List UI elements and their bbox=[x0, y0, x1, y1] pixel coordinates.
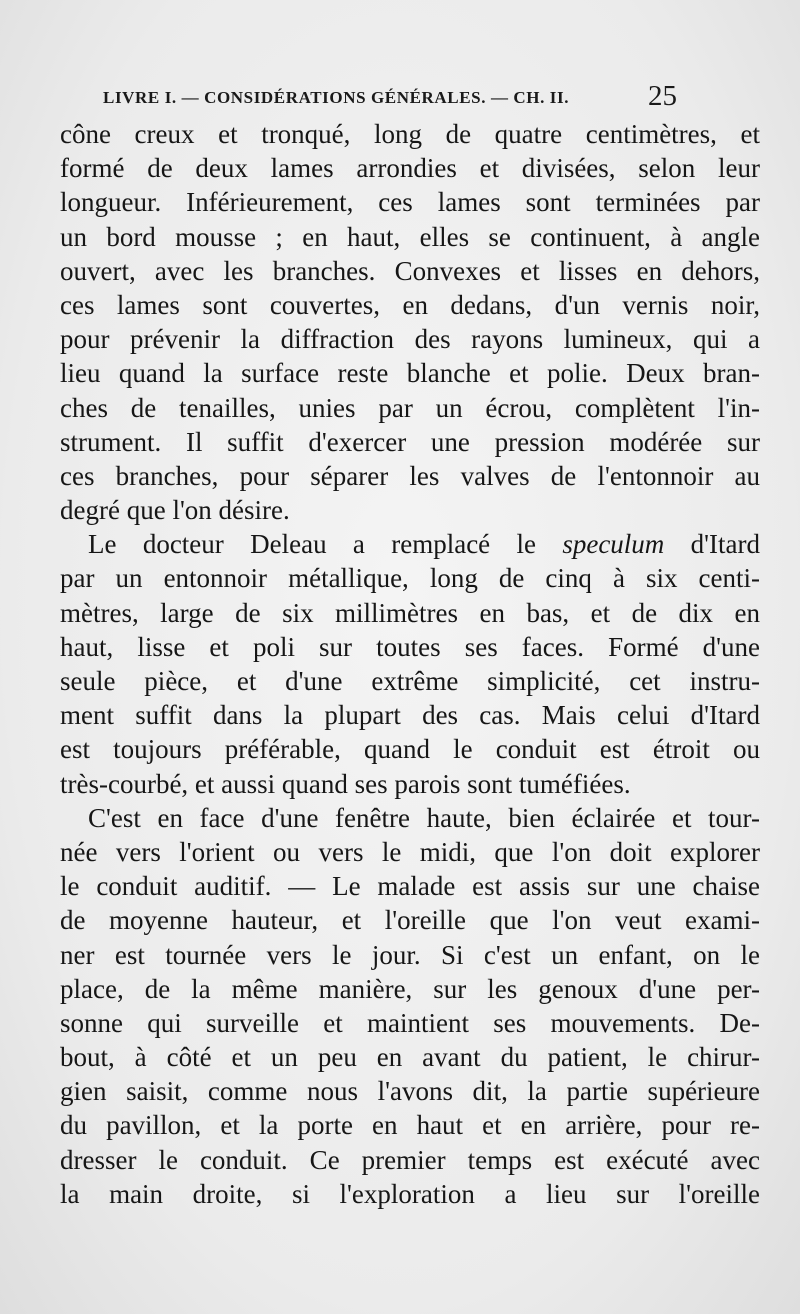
text-line: bout, à côté et un peu en avant du patient, le chirur- bbox=[60, 1042, 760, 1073]
text-line: haut, lisse et poli sur toutes ses faces. Formé d'une bbox=[60, 631, 760, 662]
text-line: très-courbé, et aussi quand ses parois sont tuméfiées. bbox=[60, 768, 631, 799]
italic-term: speculum bbox=[562, 529, 665, 560]
page-header bbox=[0, 80, 800, 110]
text-run: Le docteur Deleau a remplacé le bbox=[88, 529, 563, 560]
text-line: ces branches, pour séparer les valves de l'entonnoir au bbox=[60, 460, 760, 491]
text-line: gien saisit, comme nous l'avons dit, la partie supérieure bbox=[60, 1076, 760, 1107]
text-line: C'est en face d'une fenêtre haute, bien éclairée et tour- bbox=[88, 802, 760, 833]
text-line: ner est tournée vers le jour. Si c'est un enfant, on le bbox=[60, 939, 760, 970]
running-head: LIVRE I. — CONSIDÉRATIONS GÉNÉRALES. — CH. II. bbox=[103, 88, 570, 107]
text-line: ouvert, avec les branches. Convexes et lisses en dehors, bbox=[60, 255, 760, 286]
text-line: le conduit auditif. — Le malade est assis sur une chaise bbox=[60, 871, 760, 902]
body-text bbox=[60, 117, 760, 1211]
text-line: lieu quand la surface reste blanche et polie. Deux bran- bbox=[60, 358, 760, 389]
text-line: ment suffit dans la plupart des cas. Mais celui d'Itard bbox=[60, 700, 760, 731]
text-line: de moyenne hauteur, et l'oreille que l'on veut exami- bbox=[60, 905, 760, 936]
text-line: par un entonnoir métallique, long de cinq à six centi- bbox=[60, 563, 760, 594]
text-line: ches de tenailles, unies par un écrou, complètent l'in- bbox=[60, 392, 760, 423]
paragraph-1 bbox=[60, 117, 760, 527]
text-line: place, de la même manière, sur les genoux d'une per- bbox=[60, 973, 760, 1004]
text-line: seule pièce, et d'une extrême simplicité, cet instru- bbox=[60, 666, 760, 696]
text-line: est toujours préférable, quand le conduit est étroit ou bbox=[60, 734, 760, 765]
text-line: ces lames sont couvertes, en dedans, d'un vernis noir, bbox=[60, 289, 760, 320]
text-line: strument. Il suffit d'exercer une pression modérée sur bbox=[60, 426, 760, 457]
text-line: la main droite, si l'exploration a lieu sur l'oreille bbox=[60, 1178, 760, 1209]
paragraph-2 bbox=[60, 527, 760, 801]
text-line: formé de deux lames arrondies et divisées, selon leur bbox=[60, 153, 760, 184]
text-line: dresser le conduit. Ce premier temps est exécuté avec bbox=[60, 1144, 760, 1175]
text-line: cône creux et tronqué, long de quatre centimètres, et bbox=[60, 119, 760, 149]
text-line: mètres, large de six millimètres en bas, et de dix en bbox=[60, 597, 760, 628]
text-line bbox=[60, 527, 760, 561]
text-line: degré que l'on désire. bbox=[60, 495, 290, 526]
paragraph-3 bbox=[60, 801, 760, 1211]
text-line: pour prévenir la diffraction des rayons lumineux, qui a bbox=[60, 324, 760, 355]
text-line: un bord mousse ; en haut, elles se continuent, à angle bbox=[60, 221, 760, 252]
text-run: d'Itard bbox=[664, 529, 760, 560]
text-line: née vers l'orient ou vers le midi, que l'on doit explorer bbox=[60, 836, 760, 867]
page-number: 25 bbox=[648, 80, 677, 112]
text-line: du pavillon, et la porte en haut et en arrière, pour re- bbox=[60, 1110, 760, 1141]
text-line: longueur. Inférieurement, ces lames sont terminées par bbox=[60, 187, 760, 218]
text-line: sonne qui surveille et maintient ses mouvements. De- bbox=[60, 1007, 760, 1038]
